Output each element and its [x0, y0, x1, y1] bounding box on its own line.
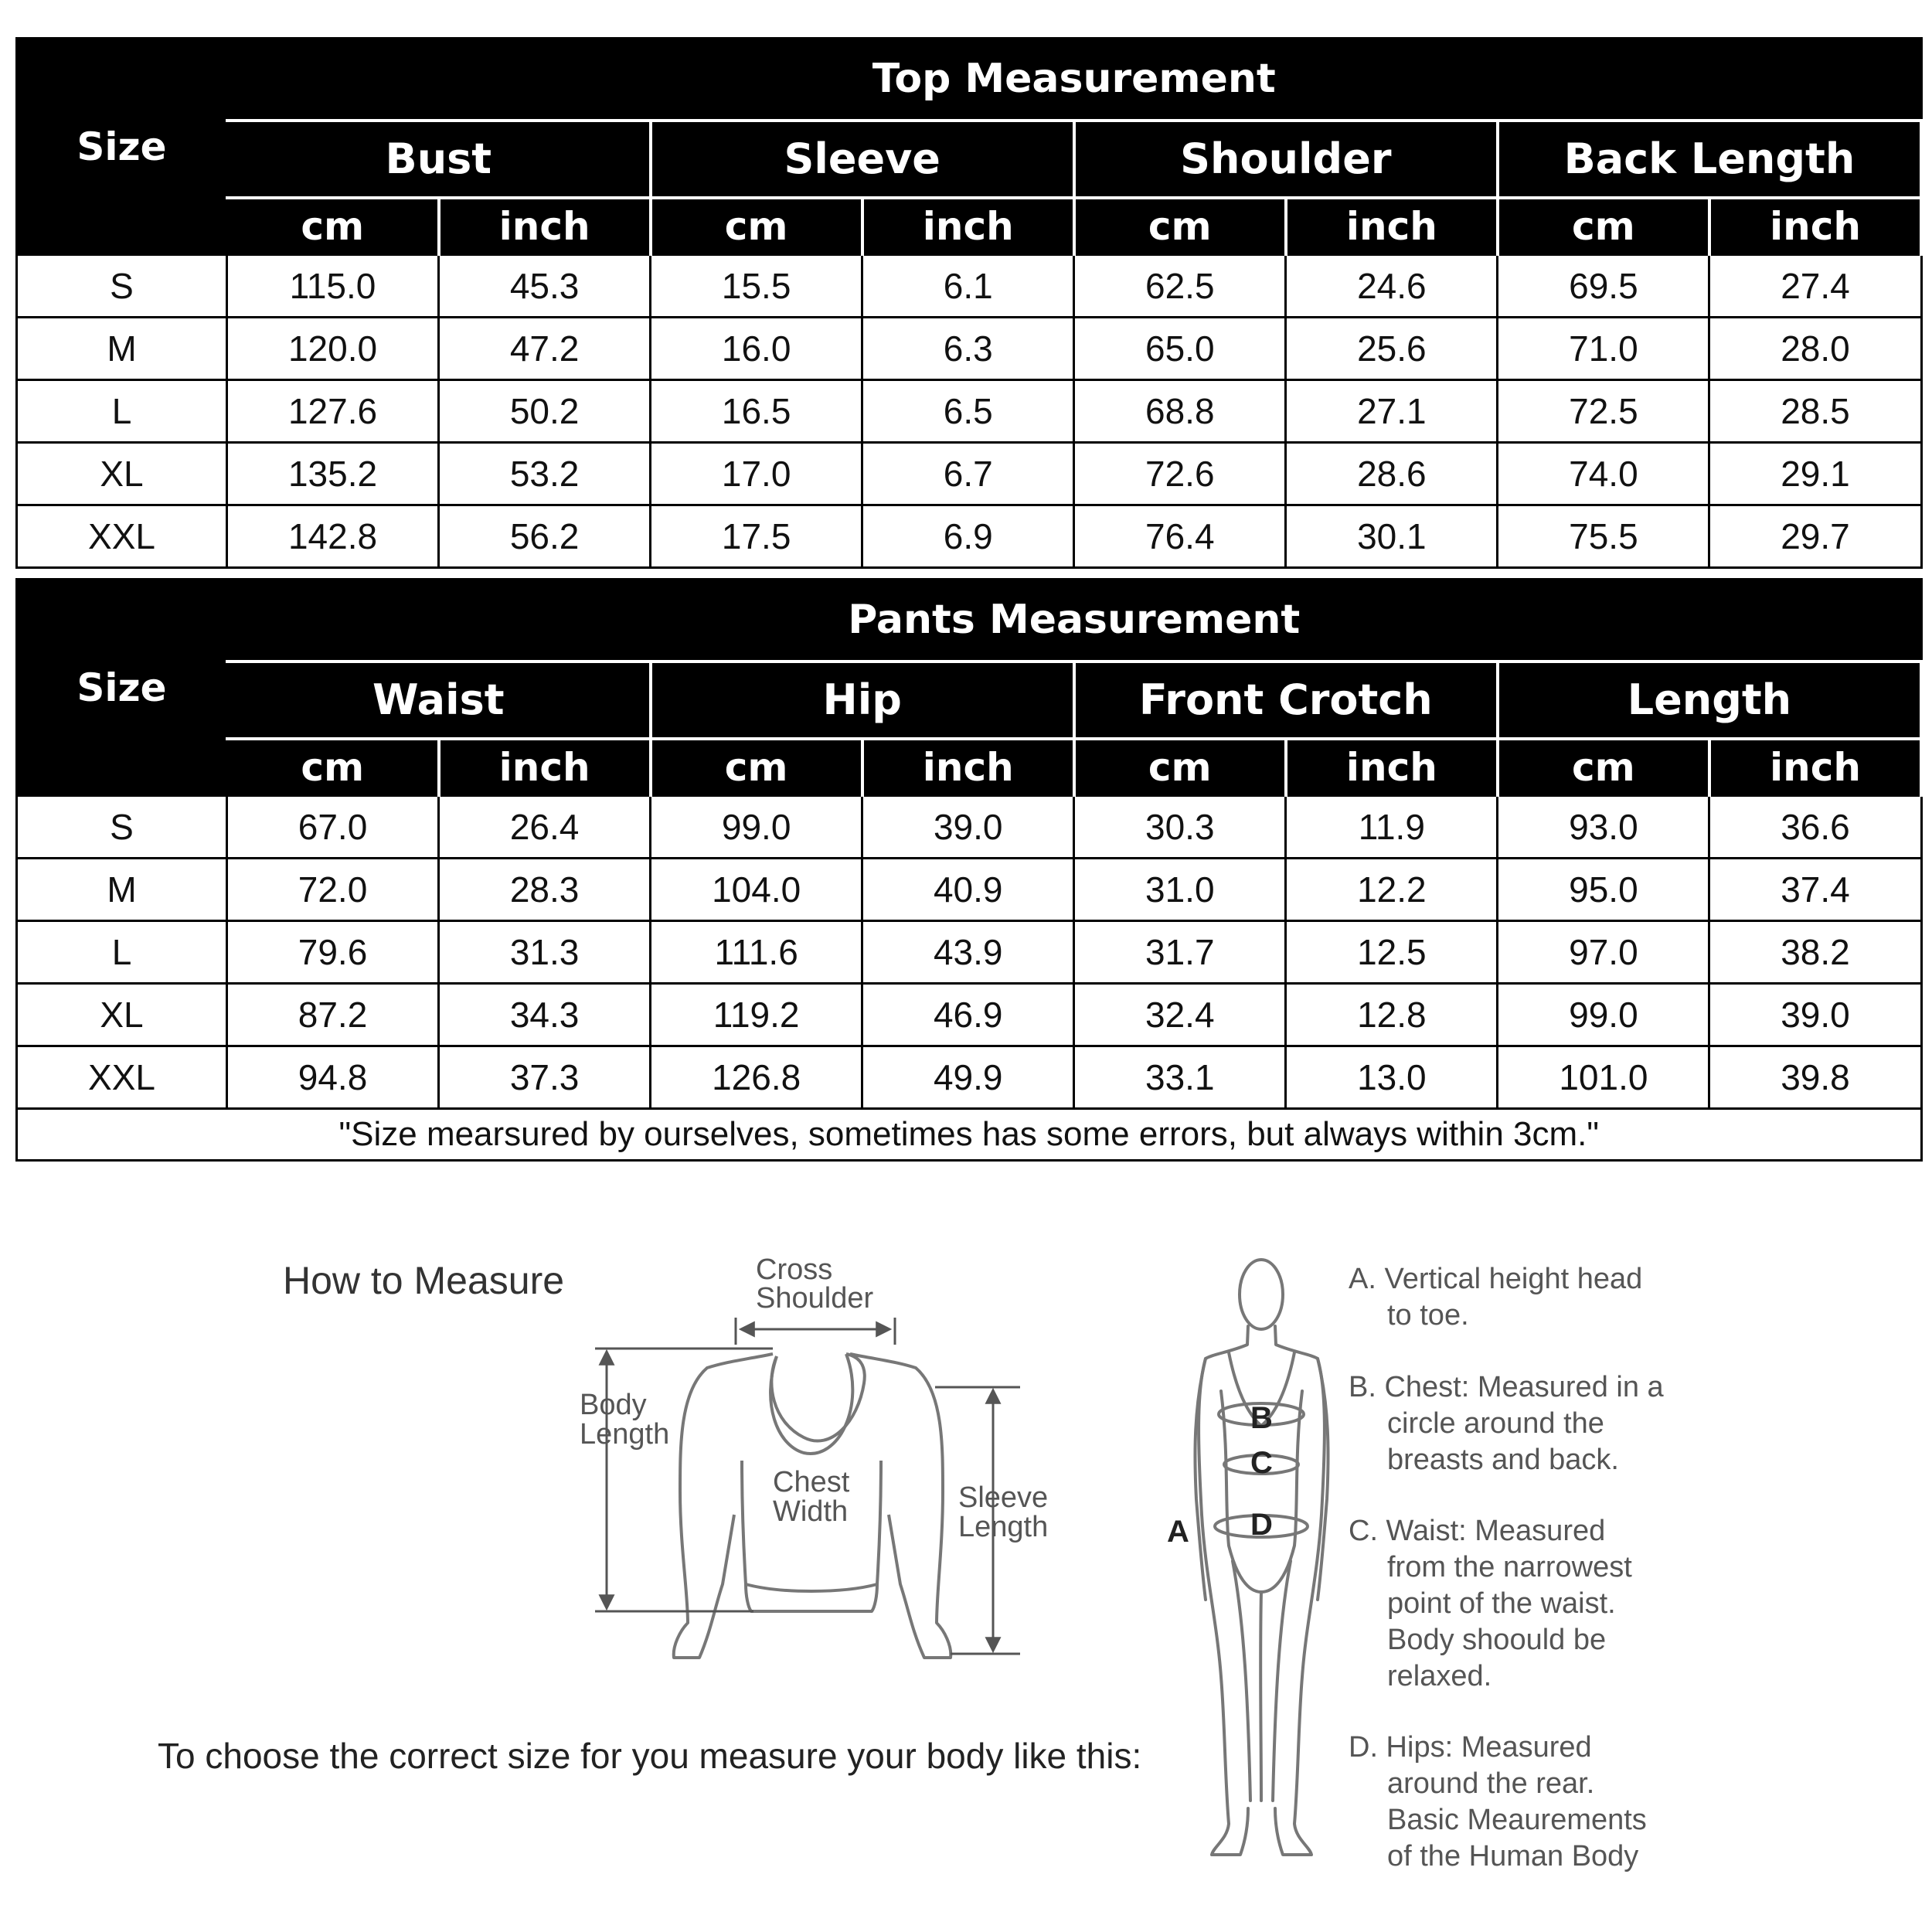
measurement-cell: 69.5 [1498, 255, 1709, 318]
measurement-cell: 17.0 [651, 443, 862, 505]
measurement-cell: 53.2 [439, 443, 651, 505]
measurement-cell: 6.7 [862, 443, 1074, 505]
measurement-cell: 49.9 [862, 1046, 1074, 1109]
group-header-back-length: Back Length [1498, 121, 1921, 198]
unit-header: inch [1709, 198, 1921, 255]
description-line: Body shoould be [1387, 1624, 1607, 1656]
measurement-cell: 68.8 [1074, 380, 1286, 443]
group-header-front-crotch: Front Crotch [1074, 662, 1498, 739]
body-length-label: Body [580, 1389, 647, 1421]
chest-width-label: Chest [773, 1466, 850, 1498]
unit-header: inch [862, 739, 1074, 796]
measurement-cell: 31.0 [1074, 859, 1286, 921]
size-cell: S [17, 796, 227, 859]
measurement-cell: 101.0 [1498, 1046, 1709, 1109]
measurement-cell: 43.9 [862, 921, 1074, 984]
size-cell: L [17, 921, 227, 984]
marker-a: A [1167, 1515, 1189, 1549]
measurement-cell: 28.3 [439, 859, 651, 921]
measurement-cell: 40.9 [862, 859, 1074, 921]
marker-d: D [1250, 1508, 1273, 1542]
how-to-measure-title: How to Measure [283, 1259, 565, 1302]
measurement-cell: 126.8 [651, 1046, 862, 1109]
description-line: breasts and back. [1387, 1444, 1619, 1476]
measurement-note: "Size mearsured by ourselves, sometimes has some errors, but always within 3cm." [17, 1109, 1922, 1161]
size-cell: XXL [17, 1046, 227, 1109]
unit-header: cm [1498, 739, 1709, 796]
description-d [1349, 1730, 1712, 1875]
measurement-cell: 135.2 [227, 443, 439, 505]
unit-header: inch [862, 198, 1074, 255]
measurement-cell: 46.9 [862, 984, 1074, 1046]
group-header-bust: Bust [227, 121, 651, 198]
group-header-sleeve: Sleeve [651, 121, 1074, 198]
size-cell: XL [17, 984, 227, 1046]
description-c [1349, 1513, 1712, 1695]
unit-header: cm [227, 198, 439, 255]
shirt-labels [580, 1253, 1048, 1543]
measurement-cell: 119.2 [651, 984, 862, 1046]
measurement-cell: 26.4 [439, 796, 651, 859]
measurement-cell: 31.7 [1074, 921, 1286, 984]
description-line: from the narrowest [1387, 1551, 1632, 1583]
group-header-waist: Waist [227, 662, 651, 739]
measurement-cell: 25.6 [1286, 318, 1498, 380]
sleeve-length-label: Length [958, 1511, 1049, 1543]
measurement-cell: 12.5 [1286, 921, 1498, 984]
description-line: circle around the [1387, 1407, 1604, 1440]
measurement-cell: 71.0 [1498, 318, 1709, 380]
measurement-cell: 72.0 [227, 859, 439, 921]
description-line: of the Human Body [1387, 1840, 1639, 1872]
measurement-cell: 17.5 [651, 505, 862, 568]
measurement-cell: 11.9 [1286, 796, 1498, 859]
measure-instruction: To choose the correct size for you measure your body like this: [158, 1736, 1142, 1776]
description-line: around the rear. [1387, 1767, 1595, 1800]
measurement-cell: 28.6 [1286, 443, 1498, 505]
measurement-cell: 111.6 [651, 921, 862, 984]
measurement-cell: 67.0 [227, 796, 439, 859]
measurement-cell: 87.2 [227, 984, 439, 1046]
measurement-cell: 6.3 [862, 318, 1074, 380]
description-line: C. Waist: Measured [1349, 1515, 1606, 1547]
measurement-cell: 6.5 [862, 380, 1074, 443]
measurement-cell: 95.0 [1498, 859, 1709, 921]
measurement-cell: 6.9 [862, 505, 1074, 568]
measurement-cell: 29.7 [1709, 505, 1921, 568]
description-line: point of the waist. [1387, 1587, 1616, 1620]
measurement-cell: 27.4 [1709, 255, 1921, 318]
size-cell: S [17, 255, 227, 318]
measurement-cell: 72.5 [1498, 380, 1709, 443]
group-header-shoulder: Shoulder [1074, 121, 1498, 198]
marker-b: B [1250, 1401, 1273, 1435]
measurement-cell: 99.0 [1498, 984, 1709, 1046]
body-figure-icon [1195, 1260, 1328, 1855]
measurement-cell: 97.0 [1498, 921, 1709, 984]
measurement-cell: 29.1 [1709, 443, 1921, 505]
measurement-cell: 28.0 [1709, 318, 1921, 380]
measurement-cell: 37.3 [439, 1046, 651, 1109]
description-line: to toe. [1387, 1299, 1469, 1332]
measurement-cell: 39.0 [862, 796, 1074, 859]
measurement-cell: 27.1 [1286, 380, 1498, 443]
unit-header: inch [439, 198, 651, 255]
measurement-cell: 39.8 [1709, 1046, 1921, 1109]
measurement-cell: 33.1 [1074, 1046, 1286, 1109]
description-line: B. Chest: Measured in a [1349, 1371, 1664, 1403]
measurement-cell: 30.3 [1074, 796, 1286, 859]
body-length-label: Length [580, 1418, 670, 1451]
cross-shoulder-label: Shoulder [756, 1282, 874, 1315]
measurement-cell: 39.0 [1709, 984, 1921, 1046]
measurement-cell: 93.0 [1498, 796, 1709, 859]
measurement-cell: 12.2 [1286, 859, 1498, 921]
table-title: Pants Measurement [227, 580, 1922, 662]
measurement-cell: 56.2 [439, 505, 651, 568]
size-column-header: Size [17, 39, 227, 255]
marker-c: C [1250, 1446, 1273, 1480]
measurement-cell: 47.2 [439, 318, 651, 380]
measurement-cell: 38.2 [1709, 921, 1921, 984]
measurement-cell: 16.0 [651, 318, 862, 380]
unit-header: cm [227, 739, 439, 796]
measurement-cell: 28.5 [1709, 380, 1921, 443]
measurement-cell: 79.6 [227, 921, 439, 984]
measurement-cell: 24.6 [1286, 255, 1498, 318]
chest-width-label: Width [773, 1495, 849, 1528]
measurement-cell: 15.5 [651, 255, 862, 318]
description-b [1349, 1369, 1712, 1478]
unit-header: cm [651, 198, 862, 255]
measurement-cell: 75.5 [1498, 505, 1709, 568]
sleeve-length-label: Sleeve [958, 1481, 1049, 1514]
unit-header: cm [1074, 739, 1286, 796]
group-header-length: Length [1498, 662, 1921, 739]
measurement-cell: 34.3 [439, 984, 651, 1046]
size-cell: XXL [17, 505, 227, 568]
description-line: A. Vertical height head [1349, 1263, 1643, 1295]
size-cell: M [17, 318, 227, 380]
measurement-cell: 6.1 [862, 255, 1074, 318]
measurement-cell: 76.4 [1074, 505, 1286, 568]
unit-header: inch [1286, 198, 1498, 255]
description-line: relaxed. [1387, 1660, 1492, 1692]
measurement-cell: 72.6 [1074, 443, 1286, 505]
measurement-cell: 115.0 [227, 255, 439, 318]
description-line: D. Hips: Measured [1349, 1731, 1592, 1764]
measurement-cell: 30.1 [1286, 505, 1498, 568]
table-title: Top Measurement [227, 39, 1922, 121]
measurement-cell: 94.8 [227, 1046, 439, 1109]
cross-shoulder-label: Cross [756, 1253, 833, 1286]
measurement-cell: 37.4 [1709, 859, 1921, 921]
size-cell: L [17, 380, 227, 443]
unit-header: cm [1498, 198, 1709, 255]
measurement-cell: 120.0 [227, 318, 439, 380]
unit-header: inch [1709, 739, 1921, 796]
description-line: Basic Meaurements [1387, 1804, 1647, 1836]
measurement-cell: 32.4 [1074, 984, 1286, 1046]
description-a [1349, 1261, 1712, 1334]
measurement-cell: 127.6 [227, 380, 439, 443]
measurement-cell: 45.3 [439, 255, 651, 318]
unit-header: inch [439, 739, 651, 796]
measurement-cell: 16.5 [651, 380, 862, 443]
measurement-cell: 36.6 [1709, 796, 1921, 859]
body-markers [1167, 1401, 1273, 1549]
measurement-cell: 99.0 [651, 796, 862, 859]
size-cell: M [17, 859, 227, 921]
measurement-cell: 31.3 [439, 921, 651, 984]
group-header-hip: Hip [651, 662, 1074, 739]
size-cell: XL [17, 443, 227, 505]
unit-header: cm [1074, 198, 1286, 255]
size-column-header: Size [17, 580, 227, 796]
measurement-cell: 50.2 [439, 380, 651, 443]
unit-header: inch [1286, 739, 1498, 796]
measurement-cell: 13.0 [1286, 1046, 1498, 1109]
measurement-cell: 104.0 [651, 859, 862, 921]
unit-header: cm [651, 739, 862, 796]
measurement-cell: 62.5 [1074, 255, 1286, 318]
measurement-cell: 65.0 [1074, 318, 1286, 380]
measurement-cell: 74.0 [1498, 443, 1709, 505]
measurement-cell: 12.8 [1286, 984, 1498, 1046]
measurement-cell: 142.8 [227, 505, 439, 568]
